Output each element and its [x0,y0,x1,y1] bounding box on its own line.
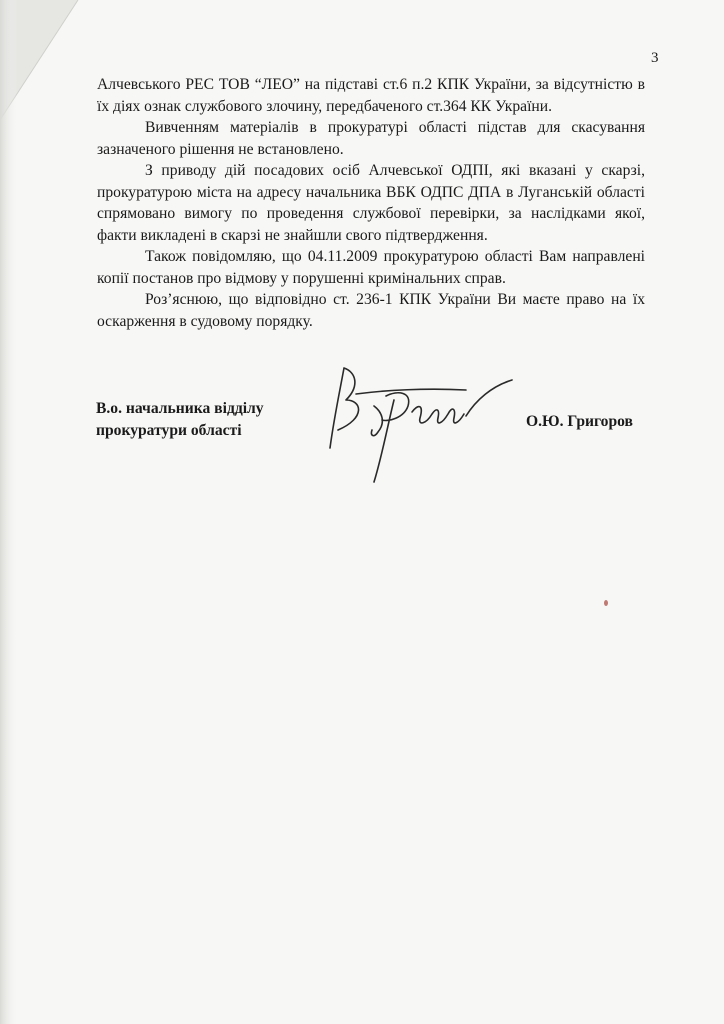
signatory-position-line-1: В.о. начальника відділу [96,400,264,417]
signatory-position [96,398,264,441]
signatory-position-line-2: прокуратури області [96,421,242,439]
handwritten-signature [316,360,526,488]
paragraph-officials-check: З приводу дій посадових осіб Алчевської ОДПІ, які вказані у скарзі, прокуратурою міста на адресу начальника ВБК ОДПС ДПА в Луганській області спрямовано вимогу по проведення службової перевірки, за наслідками якої, факти викладені в скарзі не знайшли свого підтвердження. [97,162,645,244]
ink-speck [604,600,608,606]
paragraph-review-result: Вивченням матеріалів в прокуратурі області підстав для скасування зазначеного рішення не встановлено. [97,119,645,158]
page-number: 3 [651,50,659,66]
letter-body [97,74,645,332]
paragraph-copies-sent: Також повідомляю, що 04.11.2009 прокуратурою області Вам направлені копії постанов про відмову у порушенні кримінальних справ. [97,248,645,287]
paragraph-appeal-rights: Роз’яснюю, що відповідно ст. 236-1 КПК України Ви маєте право на їх оскарження в судовому порядку. [97,291,645,330]
paragraph-continuation: Алчевського РЕС ТОВ “ЛЕО” на підставі ст.6 п.2 КПК України, за відсутністю в їх діях ознак службового злочину, передбаченого ст.364 КК України. [97,76,645,115]
signatory-name: О.Ю. Григоров [526,413,633,430]
